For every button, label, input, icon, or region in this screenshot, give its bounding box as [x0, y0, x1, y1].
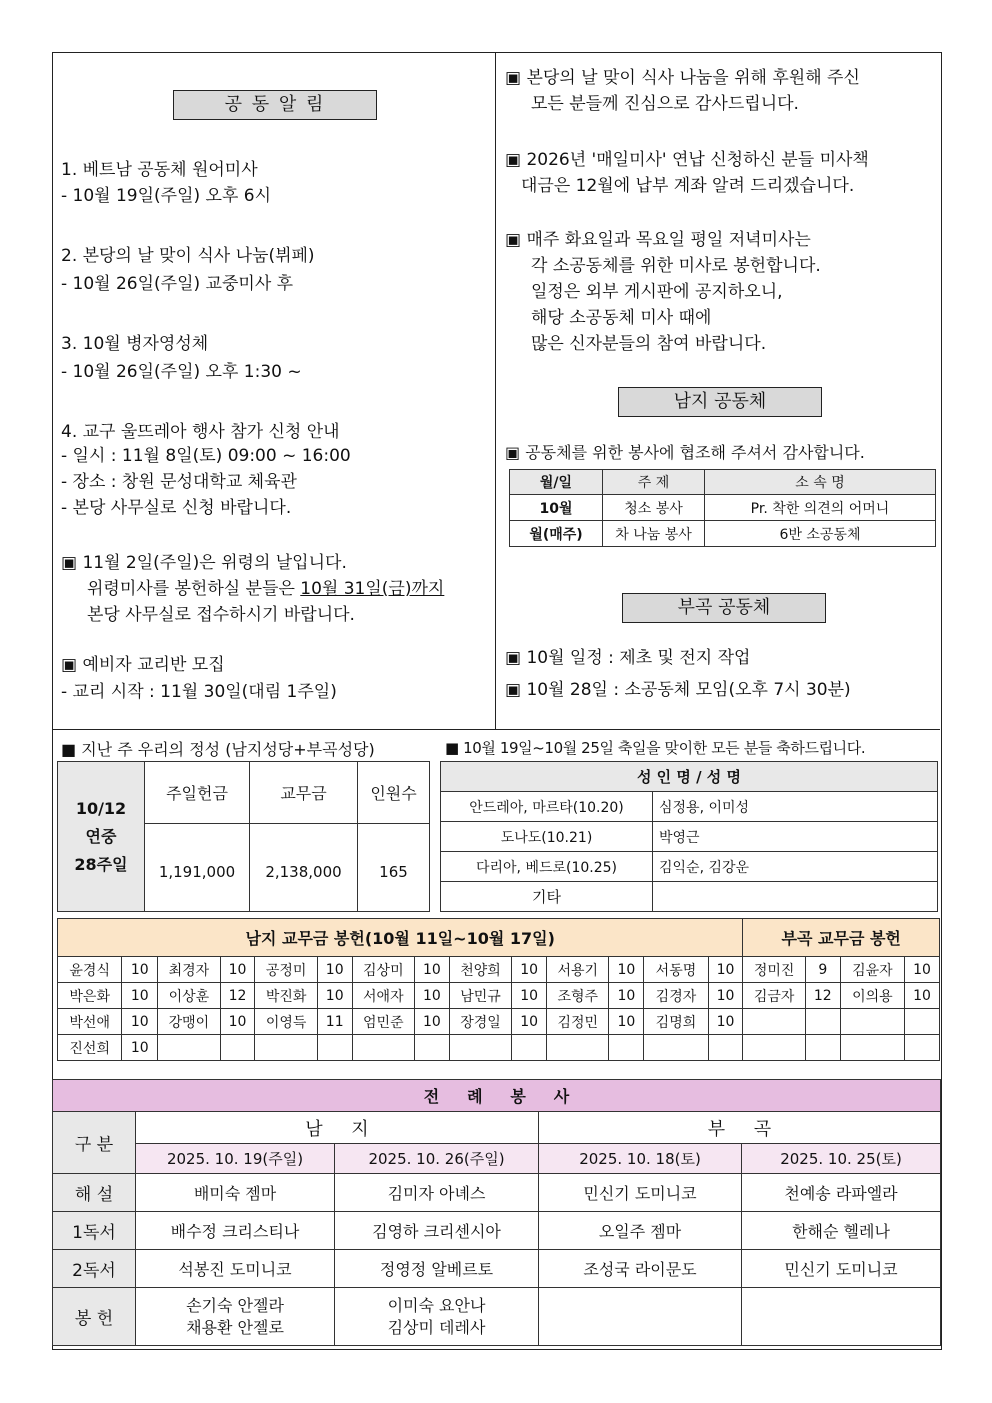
- liturgy-cell: 김미자 아녜스: [335, 1174, 539, 1212]
- dues-member-amount: 10: [415, 983, 450, 1009]
- catechism-line1: ▣ 예비자 교리반 모집: [61, 655, 225, 675]
- dues-member-name: [255, 1035, 317, 1061]
- service-header-group: 소 속 명: [705, 470, 936, 495]
- dues-member-name: 김윤자: [840, 957, 904, 983]
- namji-title: 남지 공동체: [618, 387, 822, 417]
- feast-names: 심정용, 이미성: [653, 792, 938, 822]
- liturgy-date: 2025. 10. 18(토): [539, 1144, 742, 1174]
- dues-member-name: [352, 1035, 414, 1061]
- liturgy-gubun: 구 분: [53, 1112, 136, 1174]
- memorial-line3: 본당 사무실로 접수하시기 바랍니다.: [87, 605, 355, 625]
- dues-member-amount: 10: [708, 957, 743, 983]
- dues-member-name: 서애자: [352, 983, 414, 1009]
- dues-member-amount: [805, 1009, 840, 1035]
- memorial-deadline: 10월 31일(금)까지: [300, 579, 445, 599]
- dues-member-amount: 10: [317, 957, 352, 983]
- mass-line2: 각 소공동체를 위한 미사로 봉헌합니다.: [531, 256, 821, 276]
- liturgy-cell: 배미숙 젬마: [136, 1174, 335, 1212]
- dues-member-amount: 10: [122, 957, 158, 983]
- mass-line5: 많은 신자분들의 참여 바랍니다.: [531, 334, 767, 354]
- offering-count-value: 165: [358, 824, 430, 912]
- dues-member-name: 장경일: [449, 1009, 511, 1035]
- missal-line1: ▣ 2026년 '매일미사' 연납 신청하신 분들 미사책: [505, 150, 869, 170]
- liturgy-cell: 이미숙 요안나 김상미 데레사: [335, 1288, 539, 1346]
- feast-names: 박영근: [653, 822, 938, 852]
- liturgy-title: 전 례 봉 사: [53, 1080, 941, 1112]
- dues-member-name: 김정민: [547, 1009, 609, 1035]
- dues-member-name: 이상훈: [158, 983, 220, 1009]
- dues-member-name: 김경자: [644, 983, 708, 1009]
- feast-header: 성 인 명 / 성 명: [441, 762, 938, 792]
- dues-namji-title: 남지 교무금 봉헌(10월 11일~10월 17일): [58, 919, 743, 957]
- catechism-line2: - 교리 시작 : 11월 30일(대림 1주일): [61, 682, 337, 702]
- liturgy-cell: 민신기 도미니코: [742, 1250, 941, 1288]
- dues-member-amount: 12: [805, 983, 840, 1009]
- bulletin-frame: [52, 52, 942, 1350]
- offering-date-l1: 10/12: [75, 798, 127, 818]
- offering-date: [58, 762, 145, 912]
- service-table: [509, 469, 936, 547]
- feast-names: [653, 882, 938, 912]
- liturgy-cell: 김영하 크리센시아: [335, 1212, 539, 1250]
- column-divider: [495, 53, 496, 729]
- dues-member-amount: [512, 1035, 547, 1061]
- offering-header-count: 인원수: [358, 762, 430, 824]
- thanks-line1: ▣ 본당의 날 맞이 식사 나눔을 위해 후원해 주신: [505, 68, 860, 88]
- dues-member-amount: [905, 1035, 940, 1061]
- notice-title: 공 동 알 림: [173, 90, 377, 120]
- liturgy-table: [52, 1079, 941, 1346]
- dues-member-amount: [220, 1035, 255, 1061]
- liturgy-cell: 석봉진 도미니코: [136, 1250, 335, 1288]
- dues-member-amount: 10: [512, 1009, 547, 1035]
- dues-member-name: [840, 1035, 904, 1061]
- dues-member-amount: [415, 1035, 450, 1061]
- bugok-line1: ▣ 10월 일정 : 제초 및 전지 작업: [505, 648, 751, 668]
- dues-member-name: 이의용: [840, 983, 904, 1009]
- dues-member-name: 이영득: [255, 1009, 317, 1035]
- offering-date-l2: 연중: [85, 826, 117, 846]
- mass-line3: 일정은 외부 게시판에 공지하오니,: [531, 282, 783, 302]
- thanks-line2: 모든 분들께 진심으로 감사드립니다.: [531, 94, 799, 114]
- feast-saint: 도나도(10.21): [441, 822, 653, 852]
- notice-4-line3: - 본당 사무실로 신청 바랍니다.: [61, 498, 292, 518]
- dues-member-amount: 9: [805, 957, 840, 983]
- dues-member-amount: 10: [708, 983, 743, 1009]
- dues-member-name: 김명희: [644, 1009, 708, 1035]
- liturgy-cell: 손기숙 안젤라 채용환 안젤로: [136, 1288, 335, 1346]
- feast-names: 김익순, 김강운: [653, 852, 938, 882]
- notice-4-line2: - 장소 : 창원 문성대학교 체육관: [61, 472, 297, 492]
- feast-saint: 다리아, 베드로(10.25): [441, 852, 653, 882]
- dues-member-name: [449, 1035, 511, 1061]
- dues-member-name: 박선애: [58, 1009, 122, 1035]
- dues-member-name: [644, 1035, 708, 1061]
- dues-member-name: 천양희: [449, 957, 511, 983]
- dues-member-amount: 10: [415, 957, 450, 983]
- offering-caption: ■ 지난 주 우리의 정성 (남지성당+부곡성당): [61, 740, 375, 759]
- liturgy-row-label: 1독서: [53, 1212, 136, 1250]
- dues-member-amount: [805, 1035, 840, 1061]
- bugok-title: 부곡 공동체: [622, 593, 826, 623]
- dues-member-amount: 10: [609, 957, 644, 983]
- dues-member-name: 박은화: [58, 983, 122, 1009]
- feast-table: [440, 761, 938, 912]
- service-cell: Pr. 착한 의견의 어머니: [705, 495, 936, 521]
- notice-2-head: 2. 본당의 날 맞이 식사 나눔(뷔페): [61, 246, 315, 266]
- missal-line2: 대금은 12월에 납부 계좌 알려 드리겠습니다.: [521, 176, 855, 196]
- dues-bugok-title: 부곡 교무금 봉헌: [743, 919, 940, 957]
- notice-1-head: 1. 베트남 공동체 원어미사: [61, 160, 258, 180]
- namji-thanks: ▣ 공동체를 위한 봉사에 협조해 주셔서 감사합니다.: [505, 443, 865, 462]
- liturgy-cell: 정영정 알베르토: [335, 1250, 539, 1288]
- dues-member-amount: 11: [317, 1009, 352, 1035]
- dues-member-name: 김금자: [743, 983, 805, 1009]
- liturgy-row-label: 2독서: [53, 1250, 136, 1288]
- dues-member-name: 서용기: [547, 957, 609, 983]
- dues-member-name: 서동명: [644, 957, 708, 983]
- liturgy-cell: 민신기 도미니코: [539, 1174, 742, 1212]
- feast-saint: 기타: [441, 882, 653, 912]
- liturgy-cell: 천예송 라파엘라: [742, 1174, 941, 1212]
- liturgy-cell: [742, 1288, 941, 1346]
- liturgy-date: 2025. 10. 19(주일): [136, 1144, 335, 1174]
- liturgy-bugok: 부 곡: [539, 1112, 941, 1144]
- notice-4-head: 4. 교구 울뜨레아 행사 참가 신청 안내: [61, 422, 340, 442]
- section-divider: [53, 729, 940, 730]
- dues-member-amount: 10: [122, 983, 158, 1009]
- dues-member-name: 조형주: [547, 983, 609, 1009]
- dues-member-amount: [317, 1035, 352, 1061]
- dues-member-amount: 10: [905, 983, 940, 1009]
- dues-member-amount: 10: [609, 1009, 644, 1035]
- service-cell: 6반 소공동체: [705, 521, 936, 547]
- liturgy-cell: 조성국 라이문도: [539, 1250, 742, 1288]
- dues-member-amount: 10: [512, 957, 547, 983]
- dues-member-amount: 10: [512, 983, 547, 1009]
- dues-member-name: 정미진: [743, 957, 805, 983]
- dues-member-name: [743, 1035, 805, 1061]
- dues-member-name: [840, 1009, 904, 1035]
- liturgy-row-label: 봉 헌: [53, 1288, 136, 1346]
- liturgy-cell: [539, 1288, 742, 1346]
- dues-member-amount: [905, 1009, 940, 1035]
- service-header-topic: 주 제: [603, 470, 705, 495]
- notice-1-line: - 10월 19일(주일) 오후 6시: [61, 186, 272, 206]
- offering-dues-value: 2,138,000: [250, 824, 358, 912]
- memorial-line2a: 위령미사를 봉헌하실 분들은: [87, 579, 301, 599]
- memorial-line1: ▣ 11월 2일(주일)은 위령의 날입니다.: [61, 553, 347, 573]
- notice-3-head: 3. 10월 병자영성체: [61, 334, 209, 354]
- dues-member-amount: 10: [708, 1009, 743, 1035]
- dues-member-name: [158, 1035, 220, 1061]
- dues-member-name: 최경자: [158, 957, 220, 983]
- dues-member-name: 강맹이: [158, 1009, 220, 1035]
- dues-member-name: 진선희: [58, 1035, 122, 1061]
- liturgy-namji: 남 지: [136, 1112, 539, 1144]
- dues-member-amount: 10: [905, 957, 940, 983]
- liturgy-date: 2025. 10. 26(주일): [335, 1144, 539, 1174]
- dues-member-name: 김상미: [352, 957, 414, 983]
- dues-member-amount: 10: [220, 1009, 255, 1035]
- dues-member-amount: [609, 1035, 644, 1061]
- offering-header-sunday: 주일헌금: [145, 762, 250, 824]
- dues-member-amount: 10: [220, 957, 255, 983]
- dues-member-name: 남민규: [449, 983, 511, 1009]
- dues-member-name: 박진화: [255, 983, 317, 1009]
- service-cell: 10월: [510, 495, 603, 521]
- liturgy-cell: 배수정 크리스티나: [136, 1212, 335, 1250]
- offering-sunday-value: 1,191,000: [145, 824, 250, 912]
- service-cell: 차 나눔 봉사: [603, 521, 705, 547]
- memorial-line2: [87, 576, 444, 602]
- service-cell: 월(매주): [510, 521, 603, 547]
- dues-table: [57, 918, 940, 1061]
- dues-member-name: 공정미: [255, 957, 317, 983]
- offering-date-l3: 28주일: [74, 854, 128, 874]
- dues-member-amount: [708, 1035, 743, 1061]
- feast-saint: 안드레아, 마르타(10.20): [441, 792, 653, 822]
- dues-member-name: 윤경식: [58, 957, 122, 983]
- service-cell: 청소 봉사: [603, 495, 705, 521]
- dues-member-amount: 10: [122, 1035, 158, 1061]
- notice-3-line: - 10월 26일(주일) 오후 1:30 ~: [61, 362, 302, 382]
- notice-2-line: - 10월 26일(주일) 교중미사 후: [61, 274, 294, 294]
- notice-4-line1: - 일시 : 11월 8일(토) 09:00 ~ 16:00: [61, 446, 351, 466]
- liturgy-cell: 오일주 젬마: [539, 1212, 742, 1250]
- liturgy-row-label: 해 설: [53, 1174, 136, 1212]
- liturgy-date: 2025. 10. 25(토): [742, 1144, 941, 1174]
- dues-member-amount: 10: [317, 983, 352, 1009]
- offering-table: [57, 761, 430, 912]
- feast-caption: ■ 10월 19일~10월 25일 축일을 맞이한 모든 분들 축하드립니다.: [445, 739, 866, 757]
- mass-line1: ▣ 매주 화요일과 목요일 평일 저녁미사는: [505, 230, 811, 250]
- dues-member-amount: 12: [220, 983, 255, 1009]
- service-header-date: 월/일: [510, 470, 603, 495]
- dues-member-name: [743, 1009, 805, 1035]
- dues-member-amount: 10: [609, 983, 644, 1009]
- bugok-line2: ▣ 10월 28일 : 소공동체 모임(오후 7시 30분): [505, 680, 851, 700]
- dues-member-amount: 10: [415, 1009, 450, 1035]
- offering-header-dues: 교무금: [250, 762, 358, 824]
- liturgy-cell: 한해순 헬레나: [742, 1212, 941, 1250]
- dues-member-amount: 10: [122, 1009, 158, 1035]
- dues-member-name: [547, 1035, 609, 1061]
- dues-member-name: 엄민준: [352, 1009, 414, 1035]
- mass-line4: 해당 소공동체 미사 때에: [531, 308, 712, 328]
